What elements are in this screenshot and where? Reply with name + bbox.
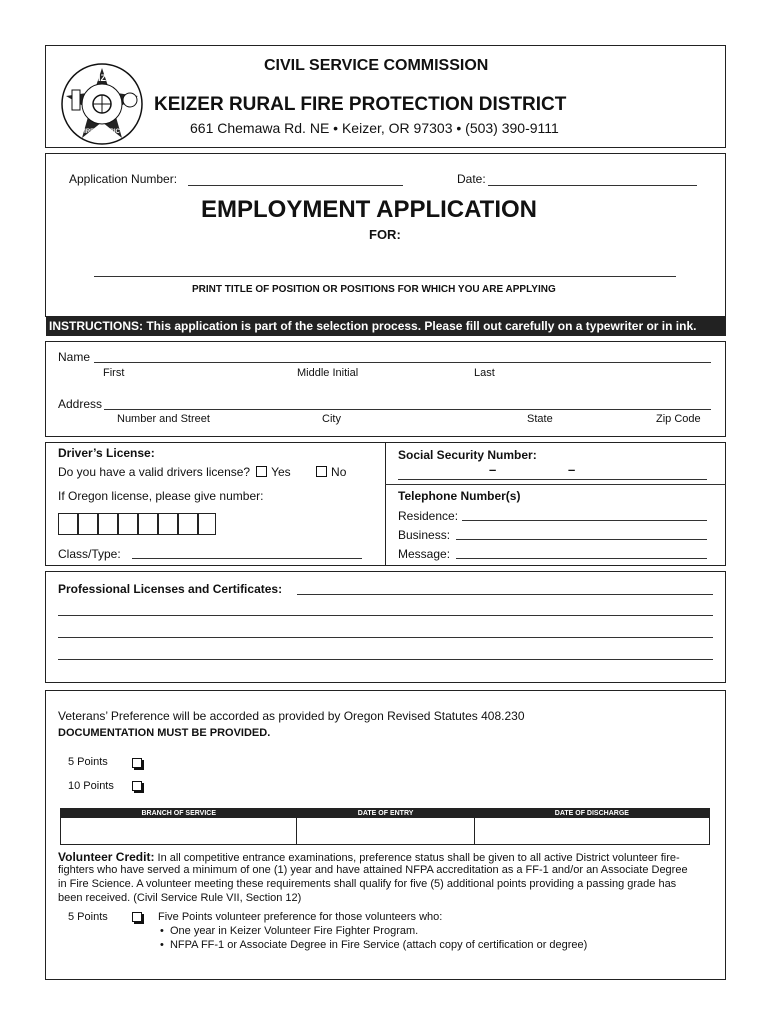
volunteer-points-checkbox[interactable] — [132, 912, 142, 922]
position-title-field[interactable] — [94, 276, 676, 277]
volunteer-points-description: Five Points volunteer preference for those volunteers who: — [158, 911, 443, 923]
license-digit-box[interactable] — [178, 513, 198, 535]
volunteer-points-label: 5 Points — [68, 911, 108, 923]
name-label: Name — [58, 350, 91, 364]
volunteer-line-3: in Fire Science. A volunteer meeting these requirements shall qualify for five (5) additional points providing a passing grade has — [58, 878, 677, 890]
telephone-title: Telephone Number(s) — [398, 489, 521, 503]
volunteer-bullet-item: • NFPA FF-1 or Associate Degree in Fire Service (attach copy of certification or degree) — [160, 939, 588, 951]
business-label: Business: — [398, 528, 451, 542]
date-label: Date: — [457, 172, 486, 186]
seal-top-text: KEIZER — [85, 73, 119, 83]
instructions-bar: INSTRUCTIONS: This application is part of the selection process. Please fill out carefully on a typewriter or in ink. — [46, 317, 726, 336]
oregon-license-label: If Oregon license, please give number: — [58, 489, 264, 503]
license-digit-box[interactable] — [98, 513, 118, 535]
license-question — [58, 465, 346, 479]
license-digit-box[interactable] — [58, 513, 78, 535]
middle-initial-caption: Middle Initial — [297, 367, 359, 379]
volunteer-bullet-text: One year in Keizer Volunteer Fire Fighter Program. — [169, 925, 419, 937]
license-no-label: No — [331, 465, 347, 479]
district-address: 661 Chemawa Rd. NE • Keizer, OR 97303 • (503) 390-9111 — [190, 120, 559, 136]
class-type-label: Class/Type: — [58, 547, 121, 561]
license-no-checkbox[interactable] — [316, 466, 327, 477]
volunteer-line-2: fighters who have served a minimum of one (1) year and have attained NFPA accreditation as a FF-1 and/or an Associate Degree — [58, 864, 688, 876]
message-label: Message: — [398, 547, 451, 561]
date-field[interactable] — [488, 185, 697, 186]
application-number-field[interactable] — [188, 185, 403, 186]
license-digit-box[interactable] — [118, 513, 138, 535]
ten-points-checkbox[interactable] — [132, 781, 142, 791]
military-service-table — [60, 808, 710, 845]
address-field[interactable] — [104, 409, 711, 410]
street-caption: Number and Street — [117, 413, 210, 425]
license-yes-checkbox[interactable] — [256, 466, 267, 477]
business-field[interactable] — [456, 539, 707, 540]
license-yes-label: Yes — [271, 465, 291, 479]
residence-label: Residence: — [398, 509, 459, 523]
volunteer-credit-line — [58, 850, 680, 864]
professional-field[interactable] — [297, 594, 713, 595]
license-digit-box[interactable] — [158, 513, 178, 535]
professional-field[interactable] — [58, 615, 713, 616]
for-label: FOR: — [369, 227, 401, 242]
volunteer-bullet-text: NFPA FF-1 or Associate Degree in Fire Service (attach copy of certification or degree) — [169, 939, 588, 951]
city-caption: City — [322, 413, 341, 425]
application-number-label: Application Number: — [69, 172, 178, 186]
volunteer-bullet-item: • One year in Keizer Volunteer Fire Fighter Program. — [160, 925, 419, 937]
documentation-note: DOCUMENTATION MUST BE PROVIDED. — [58, 727, 271, 739]
position-note: PRINT TITLE OF POSITION OR POSITIONS FOR WHICH YOU ARE APPLYING — [192, 284, 556, 295]
seal-bottom-text: FIRE DISTRICT — [80, 129, 124, 135]
employment-application-title: EMPLOYMENT APPLICATION — [201, 196, 537, 223]
ssn-dash: – — [489, 462, 497, 477]
professional-field[interactable] — [58, 637, 713, 638]
name-field[interactable] — [94, 362, 711, 363]
drivers-license-title: Driver’s License: — [58, 446, 155, 460]
last-name-caption: Last — [474, 367, 495, 379]
date-of-discharge-header: DATE OF DISCHARGE — [474, 809, 709, 818]
first-name-caption: First — [103, 367, 125, 379]
district-title: KEIZER RURAL FIRE PROTECTION DISTRICT — [154, 94, 567, 115]
message-field[interactable] — [456, 558, 707, 559]
five-points-label: 5 Points — [68, 756, 108, 768]
veterans-statement: Veterans’ Preference will be accorded as provided by Oregon Revised Statutes 408.230 — [58, 709, 525, 723]
license-question-text: Do you have a valid drivers license? — [58, 465, 251, 479]
volunteer-credit-heading: Volunteer Credit: — [58, 850, 155, 864]
ssn-title: Social Security Number: — [398, 448, 537, 462]
branch-of-service-cell[interactable] — [61, 818, 297, 845]
class-type-field[interactable] — [132, 558, 362, 559]
date-of-entry-header: DATE OF ENTRY — [297, 809, 474, 818]
ssn-field[interactable] — [398, 479, 707, 480]
date-of-entry-cell[interactable] — [297, 818, 474, 845]
ssn-dash: – — [568, 462, 576, 477]
commission-title: CIVIL SERVICE COMMISSION — [264, 57, 489, 74]
fire-district-seal — [60, 62, 144, 146]
branch-of-service-header: BRANCH OF SERVICE — [61, 809, 297, 818]
volunteer-line-4: been received. (Civil Service Rule VII, Section 12) — [58, 892, 302, 904]
license-digit-box[interactable] — [78, 513, 98, 535]
state-caption: State — [527, 413, 553, 425]
date-of-discharge-cell[interactable] — [474, 818, 709, 845]
ten-points-label: 10 Points — [68, 780, 114, 792]
license-digit-box[interactable] — [198, 513, 216, 535]
five-points-checkbox[interactable] — [132, 758, 142, 768]
license-digit-box[interactable] — [138, 513, 158, 535]
professional-licenses-label: Professional Licenses and Certificates: — [58, 582, 283, 596]
residence-field[interactable] — [462, 520, 707, 521]
contact-divider — [385, 484, 726, 485]
zip-caption: Zip Code — [656, 413, 701, 425]
volunteer-line-1: In all competitive entrance examinations, preference status shall be given to all active District volunteer fire- — [154, 852, 680, 864]
professional-field[interactable] — [58, 659, 713, 660]
address-label: Address — [58, 397, 103, 411]
